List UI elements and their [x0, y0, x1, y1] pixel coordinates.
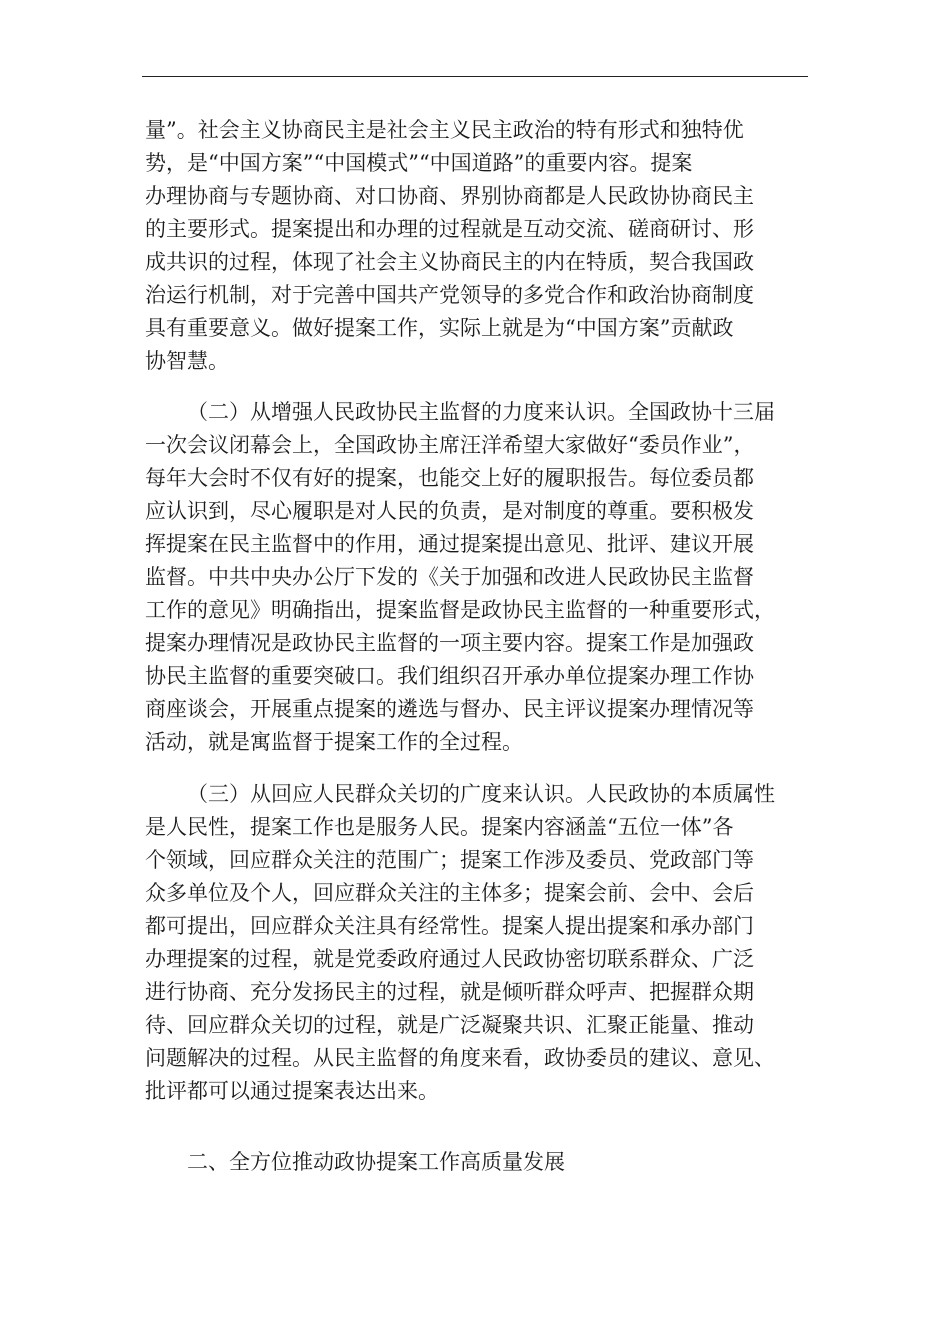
text-line: 量”。社会主义协商民主是社会主义民主政治的特有形式和独特优 — [145, 118, 744, 142]
text-line: 每年大会时不仅有好的提案，也能交上好的履职报告。每位委员都 — [145, 466, 754, 490]
section-heading — [145, 1146, 565, 1179]
text-line: （三）从回应人民群众关切的广度来认识。人民政协的本质属性 — [187, 782, 775, 806]
text-line: 协民主监督的重要突破口。我们组织召开承办单位提案办理工作协 — [145, 664, 754, 688]
text-line: 工作的意见》明确指出，提案监督是政协民主监督的一种重要形式， — [145, 598, 775, 622]
text-line: 商座谈会，开展重点提案的遴选与督办、民主评议提案办理情况等 — [145, 697, 754, 721]
text-line: 活动，就是寓监督于提案工作的全过程。 — [145, 730, 523, 754]
text-line: 都可提出，回应群众关注具有经常性。提案人提出提案和承办部门 — [145, 914, 754, 938]
text-line: 成共识的过程，体现了社会主义协商民主的内在特质，契合我国政 — [145, 250, 754, 274]
text-line: 办理协商与专题协商、对口协商、界别协商都是人民政协协商民主 — [145, 184, 754, 208]
paragraph-1 — [145, 114, 754, 378]
text-line: 个领域，回应群众关注的范围广；提案工作涉及委员、党政部门等 — [145, 848, 754, 872]
text-line: 提案办理情况是政协民主监督的一项主要内容。提案工作是加强政 — [145, 631, 754, 655]
text-line: 的主要形式。提案提出和办理的过程就是互动交流、磋商研讨、形 — [145, 217, 754, 241]
text-line: 应认识到，尽心履职是对人民的负责，是对制度的尊重。要积极发 — [145, 499, 754, 523]
header-rule — [142, 76, 808, 77]
text-line: 待、回应群众关切的过程，就是广泛凝聚共识、汇聚正能量、推动 — [145, 1013, 754, 1037]
text-line: 进行协商、充分发扬民主的过程，就是倾听群众呼声、把握群众期 — [145, 980, 754, 1004]
text-line: 具有重要意义。做好提案工作，实际上就是为“中国方案”贡献政 — [145, 316, 734, 340]
paragraph-2 — [145, 396, 775, 759]
text-line: 势，是“中国方案”“中国模式”“中国道路”的重要内容。提案 — [145, 151, 693, 175]
section-heading-text: 二、全方位推动政协提案工作高质量发展 — [187, 1150, 565, 1174]
text-line: 挥提案在民主监督中的作用，通过提案提出意见、批评、建议开展 — [145, 532, 754, 556]
paragraph-3 — [145, 778, 775, 1108]
text-line: 协智慧。 — [145, 349, 229, 373]
text-line: 问题解决的过程。从民主监督的角度来看，政协委员的建议、意见、 — [145, 1046, 775, 1070]
text-line: （二）从增强人民政协民主监督的力度来认识。全国政协十三届 — [187, 400, 775, 424]
text-line: 众多单位及个人，回应群众关注的主体多；提案会前、会中、会后 — [145, 881, 754, 905]
text-line: 批评都可以通过提案表达出来。 — [145, 1079, 439, 1103]
text-line: 一次会议闭幕会上，全国政协主席汪洋希望大家做好“委员作业”， — [145, 433, 755, 457]
text-line: 监督。中共中央办公厅下发的《关于加强和改进人民政协民主监督 — [145, 565, 754, 589]
text-line: 是人民性，提案工作也是服务人民。提案内容涵盖“五位一体”各 — [145, 815, 734, 839]
text-line: 治运行机制，对于完善中国共产党领导的多党合作和政治协商制度 — [145, 283, 754, 307]
text-line: 办理提案的过程，就是党委政府通过人民政协密切联系群众、广泛 — [145, 947, 754, 971]
